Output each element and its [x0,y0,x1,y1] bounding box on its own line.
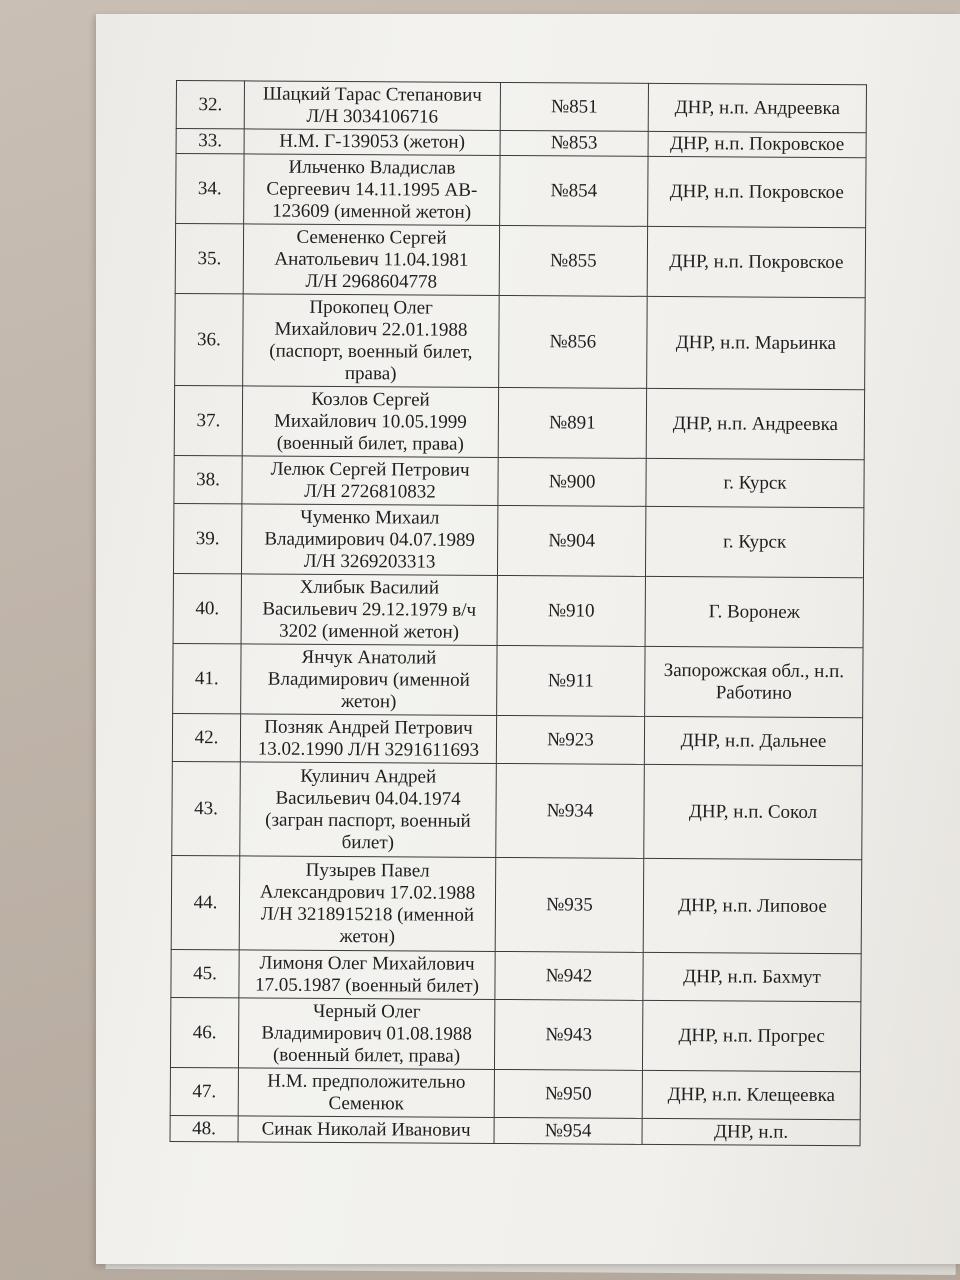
person-name: Пузырев Павел Александрович 17.02.1988 Л/Н 3218915218 (именной жетон) [239,856,496,952]
row-number: 33. [176,129,244,154]
location: ДНР, н.п. Покровское [648,156,866,227]
record-number: №923 [496,715,644,764]
person-name: Ильченко Владислав Сергеевич 14.11.1995 АВ- 123609 (именной жетон) [244,154,500,226]
location: ДНР, н.п. Андреевка [648,83,866,132]
record-number: №900 [498,457,646,506]
location: г. Курск [646,458,864,507]
record-number: №856 [499,295,648,388]
location: Запорожская обл., н.п. Работино [645,646,863,717]
record-number: №911 [497,645,645,716]
person-name: Позняк Андрей Петрович 13.02.1990 Л/Н 3291611693 [240,714,496,764]
table-row [174,385,864,459]
row-number: 41. [173,643,241,713]
location: Г. Воронеж [645,576,863,647]
row-number: 48. [170,1115,238,1141]
person-name: Прокопец Олег Михайлович 22.01.1988 (паспорт, военный билет, права) [243,294,500,388]
location: ДНР, н.п. Клещеевка [642,1070,860,1119]
location: ДНР, н.п. Покровское [648,131,866,157]
records-table [170,80,867,1146]
person-name: Синак Николай Иванович [238,1116,494,1144]
row-number: 38. [174,455,242,503]
location: ДНР, н.п. Липовое [643,858,862,953]
table-row [176,154,866,228]
record-number: №854 [500,155,648,226]
table-row [172,713,862,765]
person-name: Хлибык Василий Васильевич 29.12.1979 в/ч 3202 (именной жетон) [241,574,497,646]
record-number: №935 [495,857,644,952]
location: г. Курск [645,506,863,577]
location: ДНР, н.п. Андреевка [646,388,864,459]
row-number: 47. [170,1067,238,1115]
table-row [175,224,865,298]
location: ДНР, н.п. [642,1118,860,1145]
table-row [175,293,866,389]
records-table-body [170,81,866,1146]
record-number: №954 [494,1117,642,1144]
row-number: 37. [174,385,242,455]
record-number: №910 [497,575,645,646]
table-row [176,81,866,133]
record-number: №891 [498,387,646,458]
record-number: №934 [496,763,645,858]
record-number: №904 [497,505,645,576]
row-number: 46. [170,997,238,1067]
row-number: 45. [171,949,239,997]
row-number: 34. [176,154,244,224]
person-name: Янчук Анатолий Владимирович (именной жетон) [241,644,497,716]
record-number: №855 [499,225,647,296]
record-number: №853 [500,130,648,156]
table-row [170,997,860,1071]
location: ДНР, н.п. Прогрес [642,1000,860,1071]
location: ДНР, н.п. Дальнее [644,716,862,765]
record-number: №851 [500,82,648,131]
location: ДНР, н.п. Сокол [644,764,863,859]
person-name: Лимоня Олег Михайлович 17.05.1987 (военный билет) [239,950,495,1000]
record-number: №943 [494,999,642,1070]
row-number: 44. [171,855,240,949]
record-number: №950 [494,1069,642,1118]
person-name: Чуменко Михаил Владимирович 04.07.1989 Л/Н 3269203313 [241,504,497,576]
row-number: 39. [173,503,241,573]
location: ДНР, н.п. Покровское [647,226,865,297]
person-name: Черный Олег Владимирович 01.08.1988 (военный билет, права) [238,998,494,1070]
table-row [170,1067,860,1119]
table-row [172,761,863,859]
row-number: 43. [172,761,241,855]
table-row [170,1115,860,1145]
location: ДНР, н.п. Марьинка [647,296,866,389]
table-row [173,503,863,577]
person-name: Н.М. Г-139053 (жетон) [244,129,500,156]
row-number: 32. [176,81,244,129]
person-name: Семененко Сергей Анатольевич 11.04.1981 Л/Н 2968604778 [243,224,499,296]
table-row [174,455,864,507]
table-row [173,643,863,717]
row-number: 36. [175,293,244,385]
person-name: Лелюк Сергей Петрович Л/Н 2726810832 [242,456,498,506]
table-row [173,573,863,647]
table-row [171,855,862,953]
person-name: Кулинич Андрей Васильевич 04.04.1974 (загран паспорт, военный билет) [240,762,497,858]
row-number: 35. [175,224,243,294]
person-name: Шацкий Тарас Степанович Л/Н 3034106716 [244,81,500,131]
table-row [171,949,861,1001]
person-name: Козлов Сергей Михайлович 10.05.1999 (военный билет, права) [242,386,498,458]
person-name: Н.М. предположительно Семенюк [238,1068,494,1118]
row-number: 42. [172,713,240,761]
record-number: №942 [495,951,643,1000]
location: ДНР, н.п. Бахмут [643,952,861,1001]
row-number: 40. [173,573,241,643]
